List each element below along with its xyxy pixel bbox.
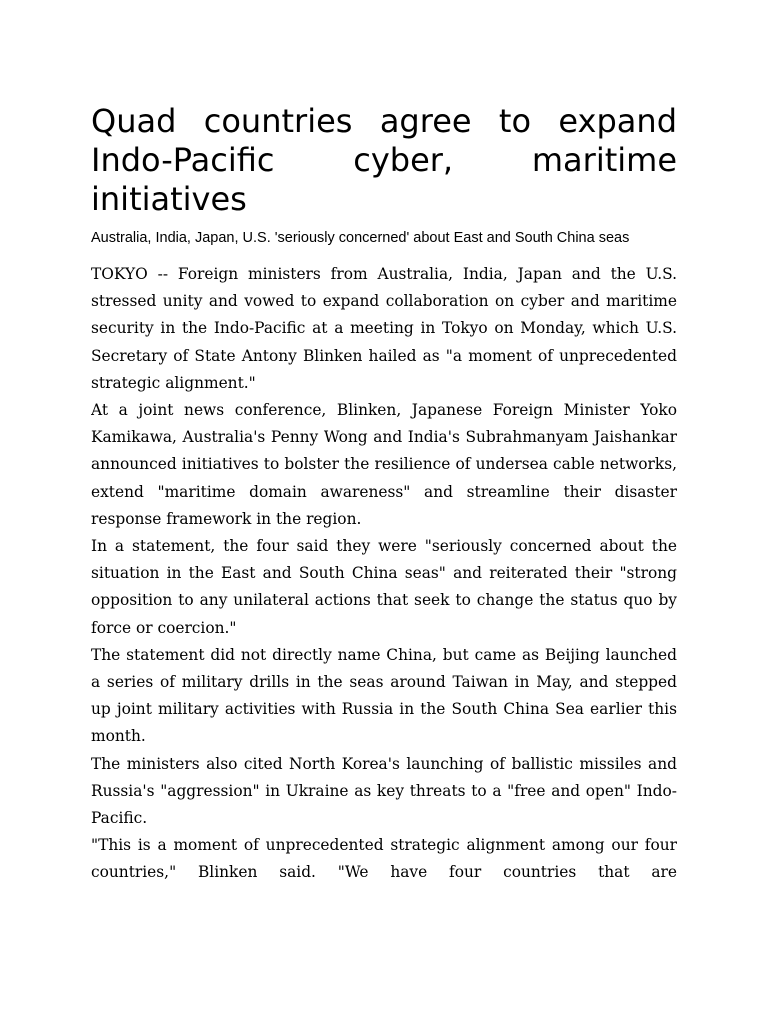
document-page [91, 0, 677, 1024]
article-paragraph: "This is a moment of unprecedented strategic alignment among our four countries," Blinken said. "We have four countries that are [91, 836, 677, 882]
article-paragraph: At a joint news conference, Blinken, Japanese Foreign Minister Yoko Kamikawa, Australia's Penny Wong and India's Subrahmanyam Jaishankar announced initiatives to bolster the resilience of undersea cable networks, extend "maritime domain awareness" and streamline their disaster response framework in the region. [91, 401, 677, 528]
article-paragraph: TOKYO -- Foreign ministers from Australia, India, Japan and the U.S. stressed unity and vowed to expand collaboration on cyber and maritime security in the Indo-Pacific at a meeting in Tokyo on Monday, which U.S. Secretary of State Antony Blinken hailed as "a moment of unprecedented strategic alignment." [91, 265, 677, 392]
article-subheadline: Australia, India, Japan, U.S. 'seriously concerned' about East and South China seas [91, 230, 630, 246]
article-headline: Quad countries agree to expand Indo-Pacific cyber, maritime initiatives [91, 102, 677, 218]
article-paragraph: The statement did not directly name China, but came as Beijing launched a series of military drills in the seas around Taiwan in May, and stepped up joint military activities with Russia in the South China Sea earlier this month. [91, 645, 677, 746]
article-paragraph: The ministers also cited North Korea's launching of ballistic missiles and Russia's "aggression" in Ukraine as key threats to a "free and open" Indo-Pacific. [91, 754, 677, 828]
article-body [91, 261, 677, 887]
article-paragraph: In a statement, the four said they were "seriously concerned about the situation in the East and South China seas" and reiterated their "strong opposition to any unilateral actions that seek to change the status quo by force or coercion." [91, 537, 677, 637]
